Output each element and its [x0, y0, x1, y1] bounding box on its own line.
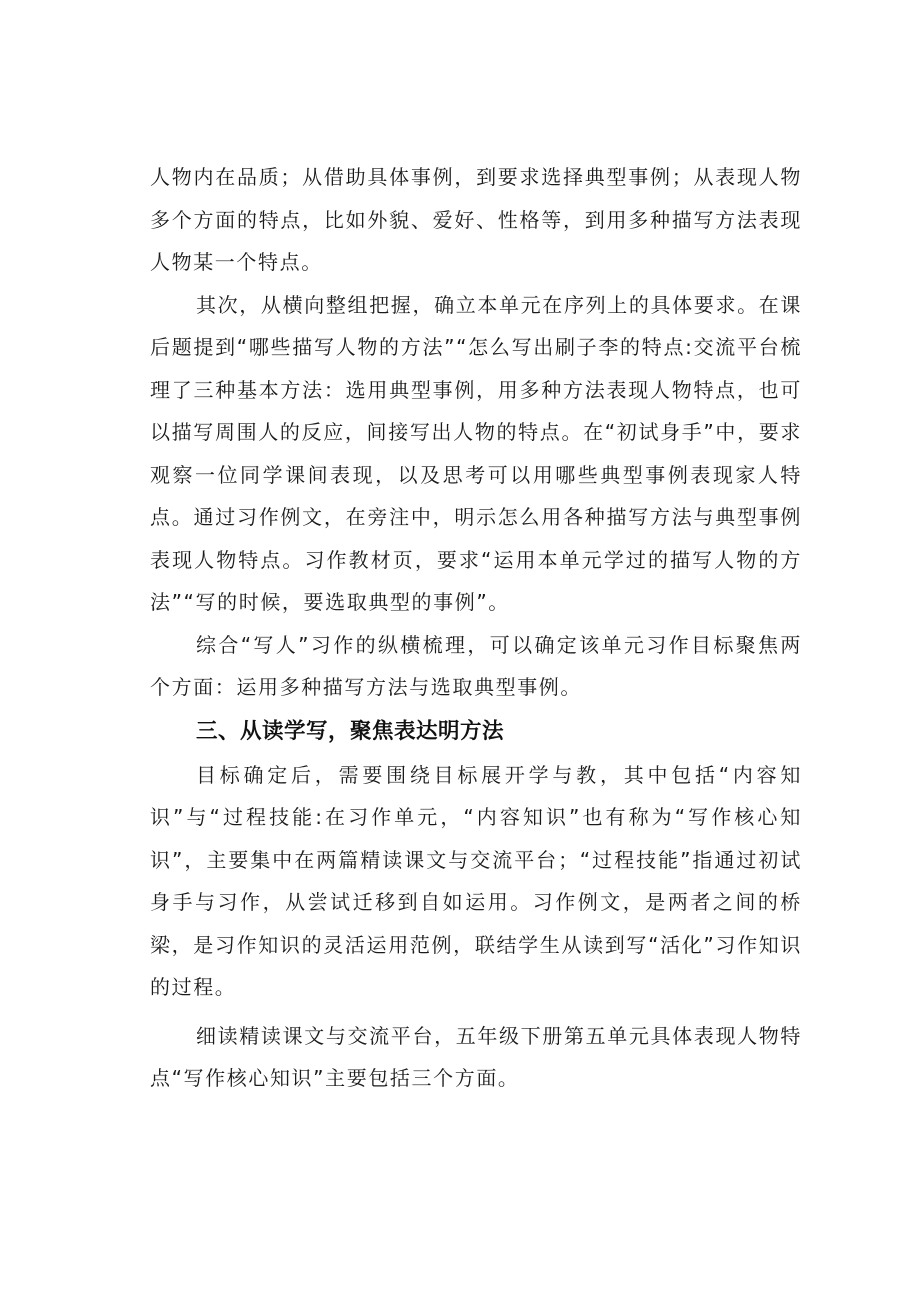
- paragraph-goal-knowledge: 目标确定后，需要围绕目标展开学与教，其中包括“内容知识”与“过程技能:在习作单元，“内容知识”也有称为“写作核心知识”，主要集中在两篇精读课文与交流平台；“过程技能”指通过初试身手与习作，从尝试迁移到自如运用。习作例文，是两者之间的桥梁，是习作知识的灵活运用范例，联结学生从读到写“活化”习作知识的过程。: [150, 762, 802, 999]
- document-body: [150, 156, 802, 1100]
- section-heading: 三、从读学写，聚焦表达明方法: [196, 718, 505, 744]
- paragraph-core-knowledge: 细读精读课文与交流平台，五年级下册第五单元具体表现人物特点“写作核心知识”主要包括三个方面。: [150, 1023, 802, 1090]
- paragraph-horizontal-analysis: 其次，从横向整组把握，确立本单元在序列上的具体要求。在课后题提到“哪些描写人物的方法”“怎么写出刷子李的特点:交流平台梳理了三种基本方法：选用典型事例，用多种方法表现人物特点，也可以描写周围人的反应，间接写出人物的特点。在“初试身手”中，要求观察一位同学课间表现，以及思考可以用哪些典型事例表现家人特点。通过习作例文，在旁注中，明示怎么用各种描写方法与典型事例表现人物特点。习作教材页，要求“运用本单元学过的描写人物的方法”“写的时候，要选取典型的事例”。: [150, 292, 802, 614]
- paragraph-summary: 综合“写人”习作的纵横梳理，可以确定该单元习作目标聚焦两个方面：运用多种描写方法与选取典型事例。: [150, 632, 802, 699]
- paragraph-continuation: 人物内在品质；从借助具体事例，到要求选择典型事例；从表现人物多个方面的特点，比如外貌、爱好、性格等，到用多种描写方法表现人物某一个特点。: [150, 165, 802, 274]
